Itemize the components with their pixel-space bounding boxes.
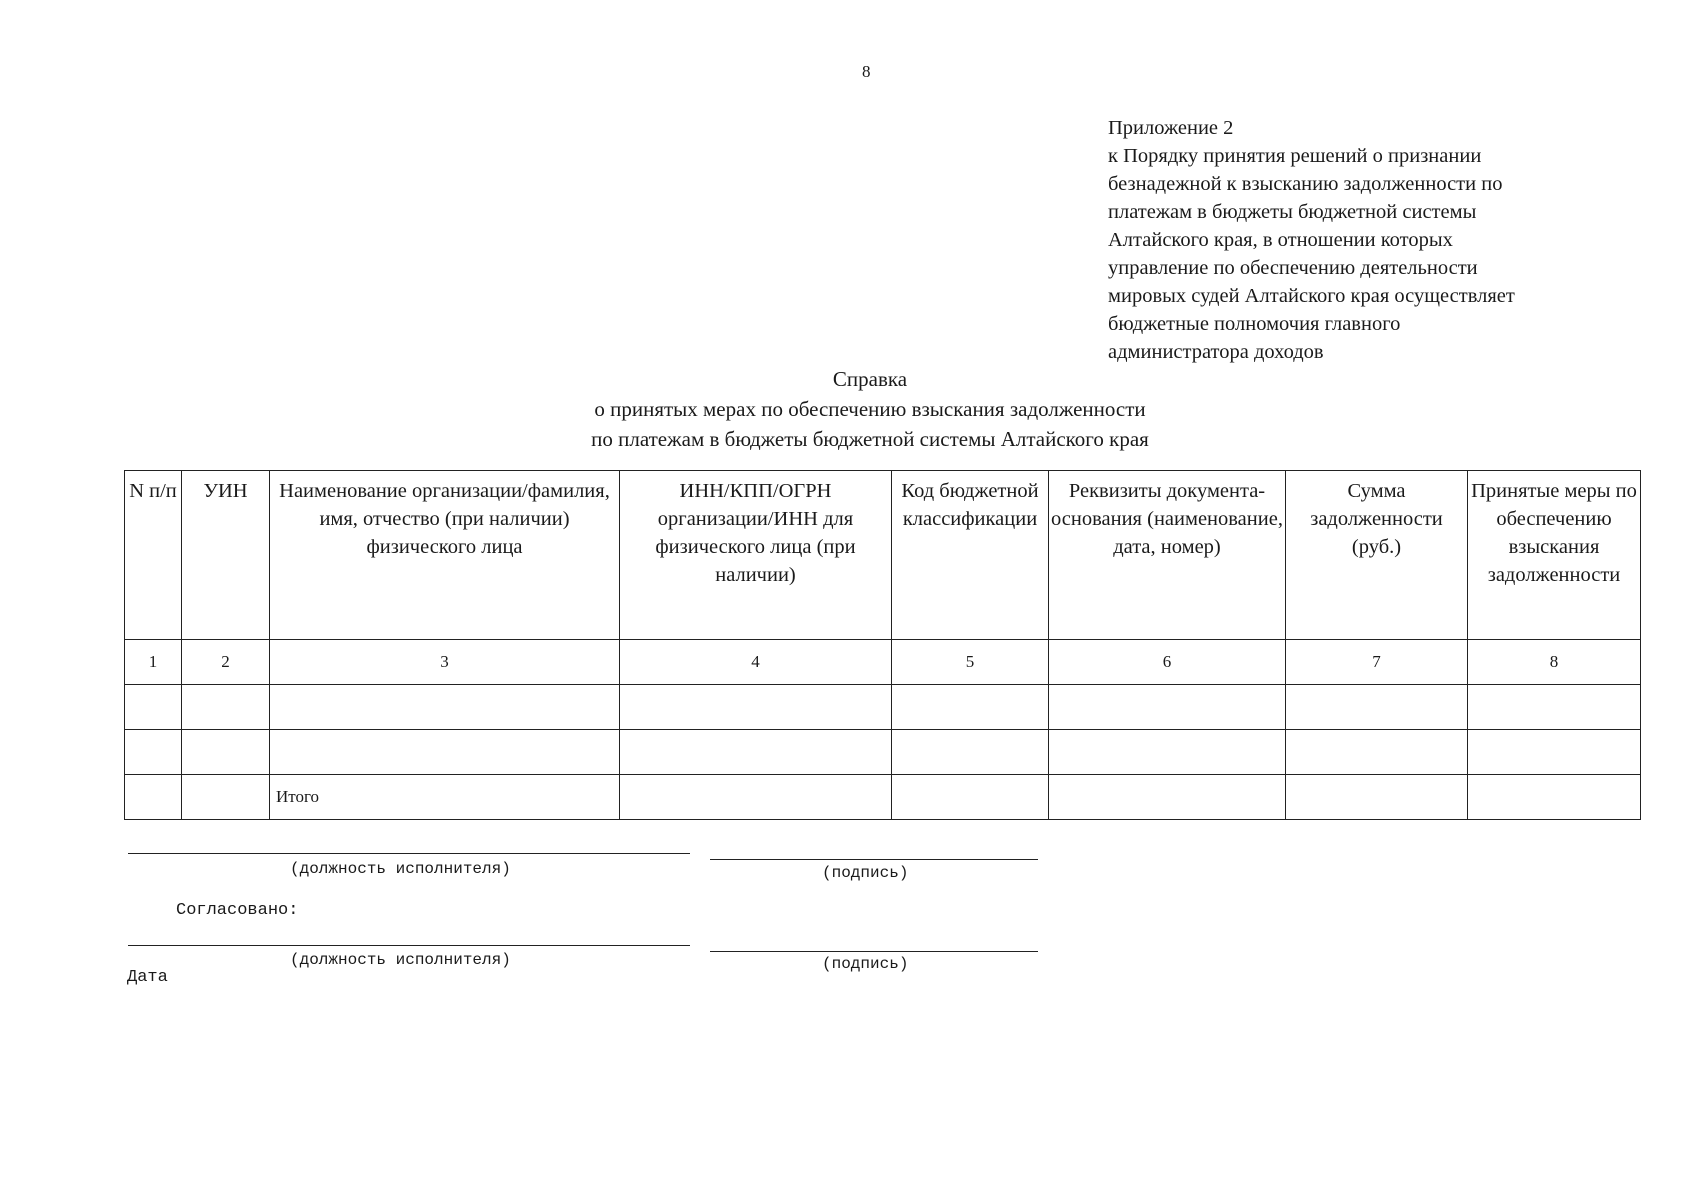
debt-report-table — [124, 470, 1641, 820]
column-number: 2 — [182, 640, 270, 685]
total-label: Итого — [270, 775, 620, 820]
table-cell — [1468, 775, 1641, 820]
column-number: 1 — [125, 640, 182, 685]
column-number: 8 — [1468, 640, 1641, 685]
date-label: Дата — [127, 968, 168, 987]
table-cell — [1286, 730, 1468, 775]
title-line-2: о принятых мерах по обеспечению взыскания задолженности — [594, 397, 1146, 421]
table-cell — [125, 775, 182, 820]
table-cell — [1468, 685, 1641, 730]
table-cell — [1049, 730, 1286, 775]
header-name: Наименование организации/фамилия, имя, отчество (при наличии) физического лица — [270, 471, 620, 640]
table-cell — [182, 685, 270, 730]
header-document: Реквизиты документа-основания (наименование, дата, номер) — [1049, 471, 1286, 640]
table-cell — [892, 775, 1049, 820]
table-cell — [182, 730, 270, 775]
column-number-row — [125, 640, 1641, 685]
signature-line-2 — [710, 951, 1038, 952]
table-row — [125, 730, 1641, 775]
agreed-label: Согласовано: — [176, 901, 299, 920]
table-cell — [1049, 685, 1286, 730]
appendix-line: Приложение 2 — [1108, 117, 1234, 139]
title-line-3: по платежам в бюджеты бюджетной системы Алтайского края — [591, 427, 1149, 451]
table-cell — [1286, 775, 1468, 820]
table-cell — [125, 685, 182, 730]
appendix-line: Алтайского края, в отношении которых — [1108, 229, 1453, 251]
position-line-2 — [128, 945, 690, 946]
title-line-1: Справка — [832, 367, 908, 391]
table-cell — [1286, 685, 1468, 730]
table-header-row — [125, 471, 1641, 640]
column-number: 6 — [1049, 640, 1286, 685]
position-line-1 — [128, 853, 690, 854]
table-cell — [270, 685, 620, 730]
header-inn: ИНН/КПП/ОГРН организации/ИНН для физического лица (при наличии) — [620, 471, 892, 640]
document-title — [420, 364, 1320, 454]
header-budget-code: Код бюджетной классификации — [892, 471, 1049, 640]
header-row-number: N п/п — [125, 471, 182, 640]
appendix-line: управление по обеспечению деятельности — [1108, 257, 1478, 279]
table-cell — [620, 775, 892, 820]
table-cell — [1468, 730, 1641, 775]
page-number: 8 — [862, 62, 871, 81]
appendix-line: к Порядку принятия решений о признании — [1108, 145, 1482, 167]
header-uin: УИН — [182, 471, 270, 640]
signature-caption-1: (подпись) — [822, 864, 909, 882]
appendix-line: безнадежной к взысканию задолженности по — [1108, 173, 1503, 195]
table-cell — [1049, 775, 1286, 820]
table-cell — [620, 685, 892, 730]
appendix-line: платежам в бюджеты бюджетной системы — [1108, 201, 1477, 223]
total-row — [125, 775, 1641, 820]
signature-caption-2: (подпись) — [822, 955, 909, 973]
table-cell — [892, 685, 1049, 730]
appendix-line: бюджетные полномочия главного — [1108, 313, 1401, 335]
appendix-note — [1108, 114, 1628, 366]
appendix-line: мировых судей Алтайского края осуществляет — [1108, 285, 1515, 307]
table-cell — [125, 730, 182, 775]
position-caption-2: (должность исполнителя) — [290, 951, 511, 969]
column-number: 5 — [892, 640, 1049, 685]
header-amount: Сумма задолженности (руб.) — [1286, 471, 1468, 640]
signature-line-1 — [710, 859, 1038, 860]
column-number: 3 — [270, 640, 620, 685]
column-number: 4 — [620, 640, 892, 685]
header-measures: Принятые меры по обеспечению взыскания задолженности — [1468, 471, 1641, 640]
position-caption-1: (должность исполнителя) — [290, 860, 511, 878]
column-number: 7 — [1286, 640, 1468, 685]
appendix-line: администратора доходов — [1108, 341, 1324, 363]
table-cell — [270, 730, 620, 775]
table-cell — [892, 730, 1049, 775]
table-row — [125, 685, 1641, 730]
table-cell — [182, 775, 270, 820]
table-cell — [620, 730, 892, 775]
